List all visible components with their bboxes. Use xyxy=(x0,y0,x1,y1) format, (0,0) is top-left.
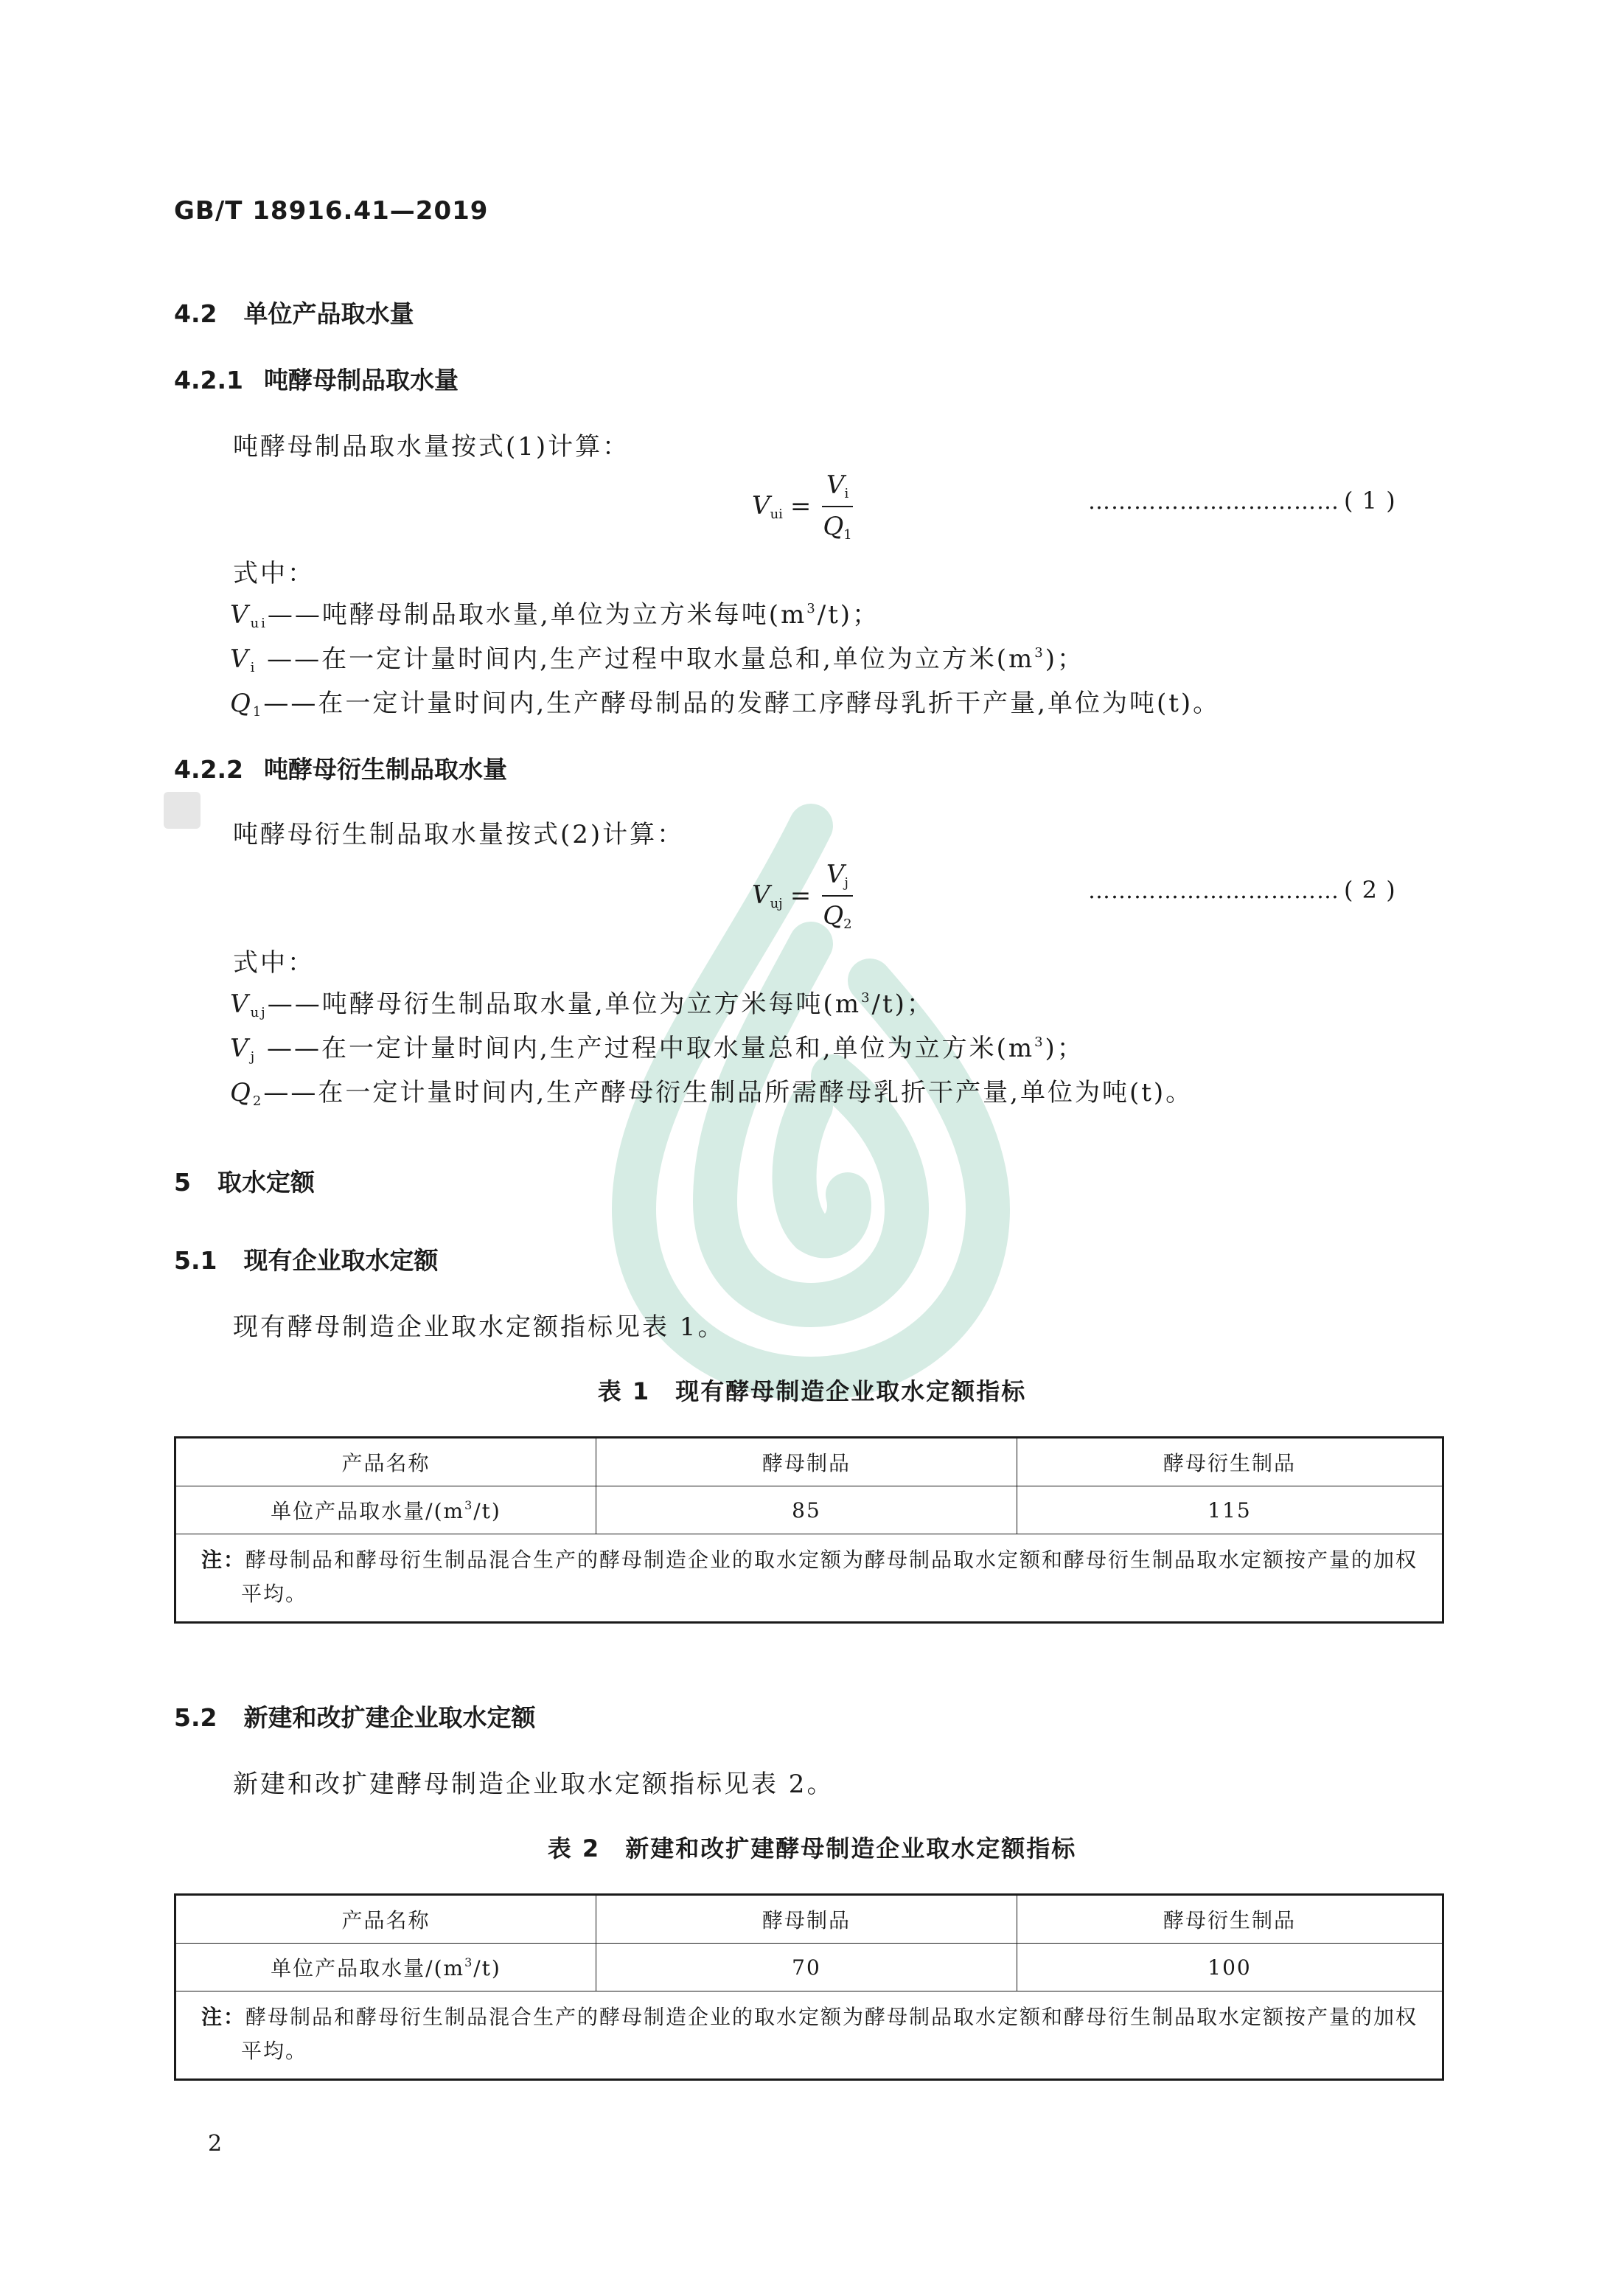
section-title: 吨酵母衍生制品取水量 xyxy=(263,755,507,784)
row-label-cell: 单位产品取水量$/(m^3/t)$ xyxy=(175,1944,596,1991)
where-label: 式中： xyxy=(233,559,315,588)
value-cell: 100 xyxy=(1017,1944,1443,1991)
section-4-2-heading xyxy=(174,295,414,330)
table-note-row xyxy=(175,1534,1443,1623)
section-5-heading xyxy=(174,1163,315,1198)
section-number: 4.2 xyxy=(174,299,217,328)
row-label-cell: 单位产品取水量$/(m^3/t)$ xyxy=(175,1486,596,1534)
section-title: 新建和改扩建企业取水定额 xyxy=(243,1703,536,1732)
table-2 xyxy=(174,1893,1444,2081)
table-header-row xyxy=(175,1895,1443,1944)
section-5-2-heading xyxy=(174,1699,535,1733)
section-title: 单位产品取水量 xyxy=(243,299,414,328)
definition-line: $Q_1——$在一定计量时间内,生产酵母制品的发酵工序酵母乳折干产量,单位为吨(t)。 xyxy=(230,689,1221,720)
margin-mark xyxy=(164,792,201,829)
equals-sign: = xyxy=(790,881,812,911)
formula-lhs: $V_{ui}$ xyxy=(752,491,783,522)
section-title: 吨酵母制品取水量 xyxy=(263,366,459,394)
definition-line: $Q_2——$在一定计量时间内,生产酵母衍生制品所需酵母乳折干产量,单位为吨(t)。 xyxy=(230,1078,1193,1109)
formula-2-intro: 吨酵母衍生制品取水量按式(2)计算： xyxy=(233,820,685,849)
section-title: 取水定额 xyxy=(217,1168,315,1197)
table-note: 注：酵母制品和酵母衍生制品混合生产的酵母制造企业的取水定额为酵母制品取水定额和酵母衍生制品取水定额按产量的加权平均。 xyxy=(175,1991,1443,2080)
table-2-caption: 表 2 新建和改扩建酵母制造企业取水定额指标 xyxy=(547,1834,1077,1862)
fraction: $\frac{V_j}{Q_2}$ xyxy=(823,860,852,932)
equals-sign: = xyxy=(790,492,812,521)
header-cell: 酵母衍生制品 xyxy=(1017,1438,1443,1486)
value-cell: 115 xyxy=(1017,1486,1443,1534)
formula-2-leader: …………………………… ( 2 ) xyxy=(1088,876,1396,904)
section-title: 现有企业取水定额 xyxy=(243,1246,439,1275)
section-4-2-2-heading xyxy=(174,751,507,785)
table-note-row xyxy=(175,1991,1443,2080)
section-number: 5.2 xyxy=(174,1703,217,1732)
header-cell: 酵母制品 xyxy=(596,1895,1017,1944)
table-1 xyxy=(174,1436,1444,1624)
table-note: 注：酵母制品和酵母衍生制品混合生产的酵母制造企业的取水定额为酵母制品取水定额和酵母衍生制品取水定额按产量的加权平均。 xyxy=(175,1534,1443,1623)
section-number: 4.2.1 xyxy=(174,366,243,394)
section-number: 5 xyxy=(174,1168,191,1197)
section-number: 4.2.2 xyxy=(174,755,243,784)
definition-line: $V_j$ ——在一定计量时间内,生产过程中取水量总和,单位为立方米$(m^3)$； xyxy=(230,1034,1084,1065)
header-cell: 酵母制品 xyxy=(596,1438,1017,1486)
formula-1 xyxy=(752,466,857,547)
page-number: 2 xyxy=(208,2131,223,2157)
value-cell: 70 xyxy=(596,1944,1017,1991)
standard-number: GB/T 18916.41—2019 xyxy=(174,196,489,226)
formula-1-intro: 吨酵母制品取水量按式(1)计算： xyxy=(233,432,630,462)
section-number: 5.1 xyxy=(174,1246,217,1275)
fraction: $\frac{V_i}{Q_1}$ xyxy=(823,470,852,543)
table-header-row xyxy=(175,1438,1443,1486)
definition-line: $V_i$ ——在一定计量时间内,生产过程中取水量总和,单位为立方米$(m^3)$； xyxy=(230,644,1084,675)
formula-1-leader: …………………………… ( 1 ) xyxy=(1088,487,1396,515)
table-1-intro: 现有酵母制造企业取水定额指标见表 1。 xyxy=(233,1312,725,1342)
definition-line: $V_{ui}——$吨酵母制品取水量,单位为立方米每吨$(m^3/t)$； xyxy=(230,600,880,631)
equation-number: ( 2 ) xyxy=(1344,876,1396,904)
value-cell: 85 xyxy=(596,1486,1017,1534)
header-cell: 产品名称 xyxy=(175,1895,596,1944)
equation-number: ( 1 ) xyxy=(1344,487,1396,515)
section-4-2-1-heading xyxy=(174,361,459,396)
definition-line: $V_{uj}——$吨酵母衍生制品取水量,单位为立方米每吨$(m^3/t)$； xyxy=(230,989,934,1020)
formula-2 xyxy=(752,855,857,936)
header-cell: 产品名称 xyxy=(175,1438,596,1486)
table-row xyxy=(175,1944,1443,1991)
section-5-1-heading xyxy=(174,1242,438,1276)
header-cell: 酵母衍生制品 xyxy=(1017,1895,1443,1944)
where-label: 式中： xyxy=(233,948,315,978)
table-1-caption: 表 1 现有酵母制造企业取水定额指标 xyxy=(597,1377,1027,1405)
table-row xyxy=(175,1486,1443,1534)
table-2-intro: 新建和改扩建酵母制造企业取水定额指标见表 2。 xyxy=(233,1770,834,1799)
formula-lhs: $V_{uj}$ xyxy=(752,880,783,911)
